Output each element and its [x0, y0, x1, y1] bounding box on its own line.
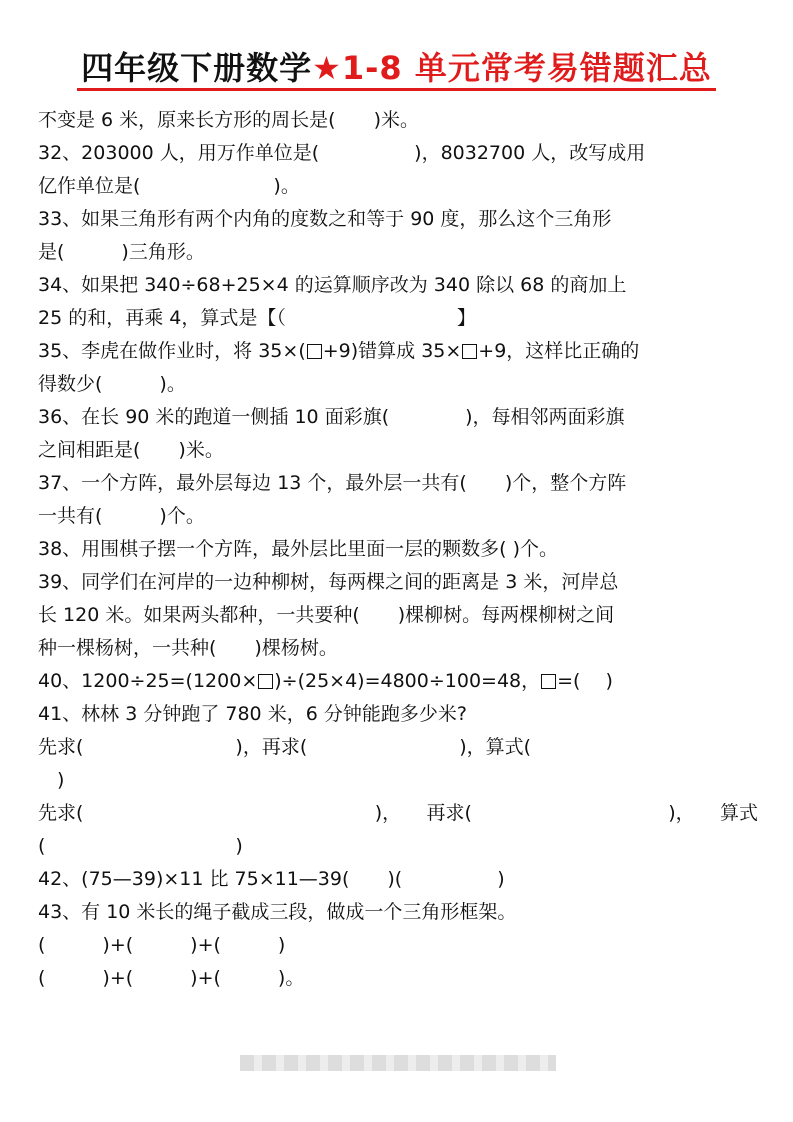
- question-34-line-2: 25 的和，再乘 4，算式是【（ 】: [38, 307, 476, 329]
- question-43-line-2: ( )+( )+( ): [38, 934, 286, 956]
- q35-text-b: +9)错算成 35×: [322, 340, 462, 362]
- question-list: [38, 104, 758, 995]
- star-icon: ★: [312, 49, 342, 87]
- page-title: [77, 48, 716, 91]
- title-text-units: 1-8 单元常考易错题汇总: [341, 49, 712, 87]
- question-41-line-4: [38, 797, 758, 830]
- question-32-line-1: 32、203000 人，用万作单位是( )，8032700 人，改写成用: [38, 142, 646, 164]
- blank-square-icon: [258, 674, 273, 689]
- question-41-line-2: 先求( )，再求( )，算式(: [38, 736, 532, 758]
- q41-seg-5: 算式: [719, 802, 758, 824]
- title-area: [0, 48, 793, 91]
- question-34-line-1: 34、如果把 340÷68+25×4 的运算顺序改为 340 除以 68 的商加上: [38, 274, 627, 296]
- q40-text-c: =( ): [557, 670, 613, 692]
- question-41-line-3: ): [38, 769, 65, 791]
- q40-text-a: 40、1200÷25=(1200×: [38, 670, 258, 692]
- question-39-line-2: 长 120 米。如果两头都种，一共要种( )棵柳树。每两棵柳树之间: [38, 604, 615, 626]
- question-38-line: 38、用围棋子摆一个方阵，最外层比里面一层的颗数多( )个。: [38, 538, 559, 560]
- question-40-line: [38, 665, 758, 698]
- q35-text-a: 35、李虎在做作业时，将 35×(: [38, 340, 306, 362]
- question-37-line-1: 37、一个方阵，最外层每边 13 个，最外层一共有( )个，整个方阵: [38, 472, 627, 494]
- question-35-line-1: [38, 335, 758, 368]
- question-33-line-2: 是( )三角形。: [38, 241, 205, 263]
- title-text-grade: 四年级下册数学: [81, 49, 313, 87]
- q41-seg-4: )，: [497, 802, 695, 824]
- blurred-watermark: [240, 1055, 556, 1071]
- blank-square-icon: [541, 674, 556, 689]
- question-39-line-1: 39、同学们在河岸的一边种柳树，每两棵之间的距离是 3 米，河岸总: [38, 571, 619, 593]
- question-43-line-1: 43、有 10 米长的绳子截成三段，做成一个三角形框架。: [38, 901, 517, 923]
- question-43-line-3: ( )+( )+( )。: [38, 967, 305, 989]
- question-35-line-2: 得数少( )。: [38, 373, 186, 395]
- blank-square-icon: [462, 344, 477, 359]
- question-42-line: 42、(75—39)×11 比 75×11—39( )( ): [38, 868, 505, 890]
- q35-text-c: +9，这样比正确的: [478, 340, 640, 362]
- question-36-line-1: 36、在长 90 米的跑道一侧插 10 面彩旗( )，每相邻两面彩旗: [38, 406, 625, 428]
- question-36-line-2: 之间相距是( )米。: [38, 439, 224, 461]
- q41-seg-2: )，: [108, 802, 402, 824]
- question-33-line-1: 33、如果三角形有两个内角的度数之和等于 90 度，那么这个三角形: [38, 208, 612, 230]
- question-41-line-5: ( ): [38, 835, 243, 857]
- q41-seg-1: 先求(: [38, 802, 84, 824]
- question-41-line-1: 41、林林 3 分钟跑了 780 米，6 分钟能跑多少米?: [38, 703, 467, 725]
- blank-square-icon: [307, 344, 322, 359]
- text-line: 不变是 6 米，原来长方形的周长是( )米。: [38, 109, 419, 131]
- question-32-line-2: 亿作单位是( )。: [38, 175, 300, 197]
- q40-text-b: )÷(25×4)=4800÷100=48，: [274, 670, 541, 692]
- q41-seg-3: 再求(: [426, 802, 472, 824]
- question-37-line-2: 一共有( )个。: [38, 505, 205, 527]
- question-39-line-3: 种一棵杨树，一共种( )棵杨树。: [38, 637, 338, 659]
